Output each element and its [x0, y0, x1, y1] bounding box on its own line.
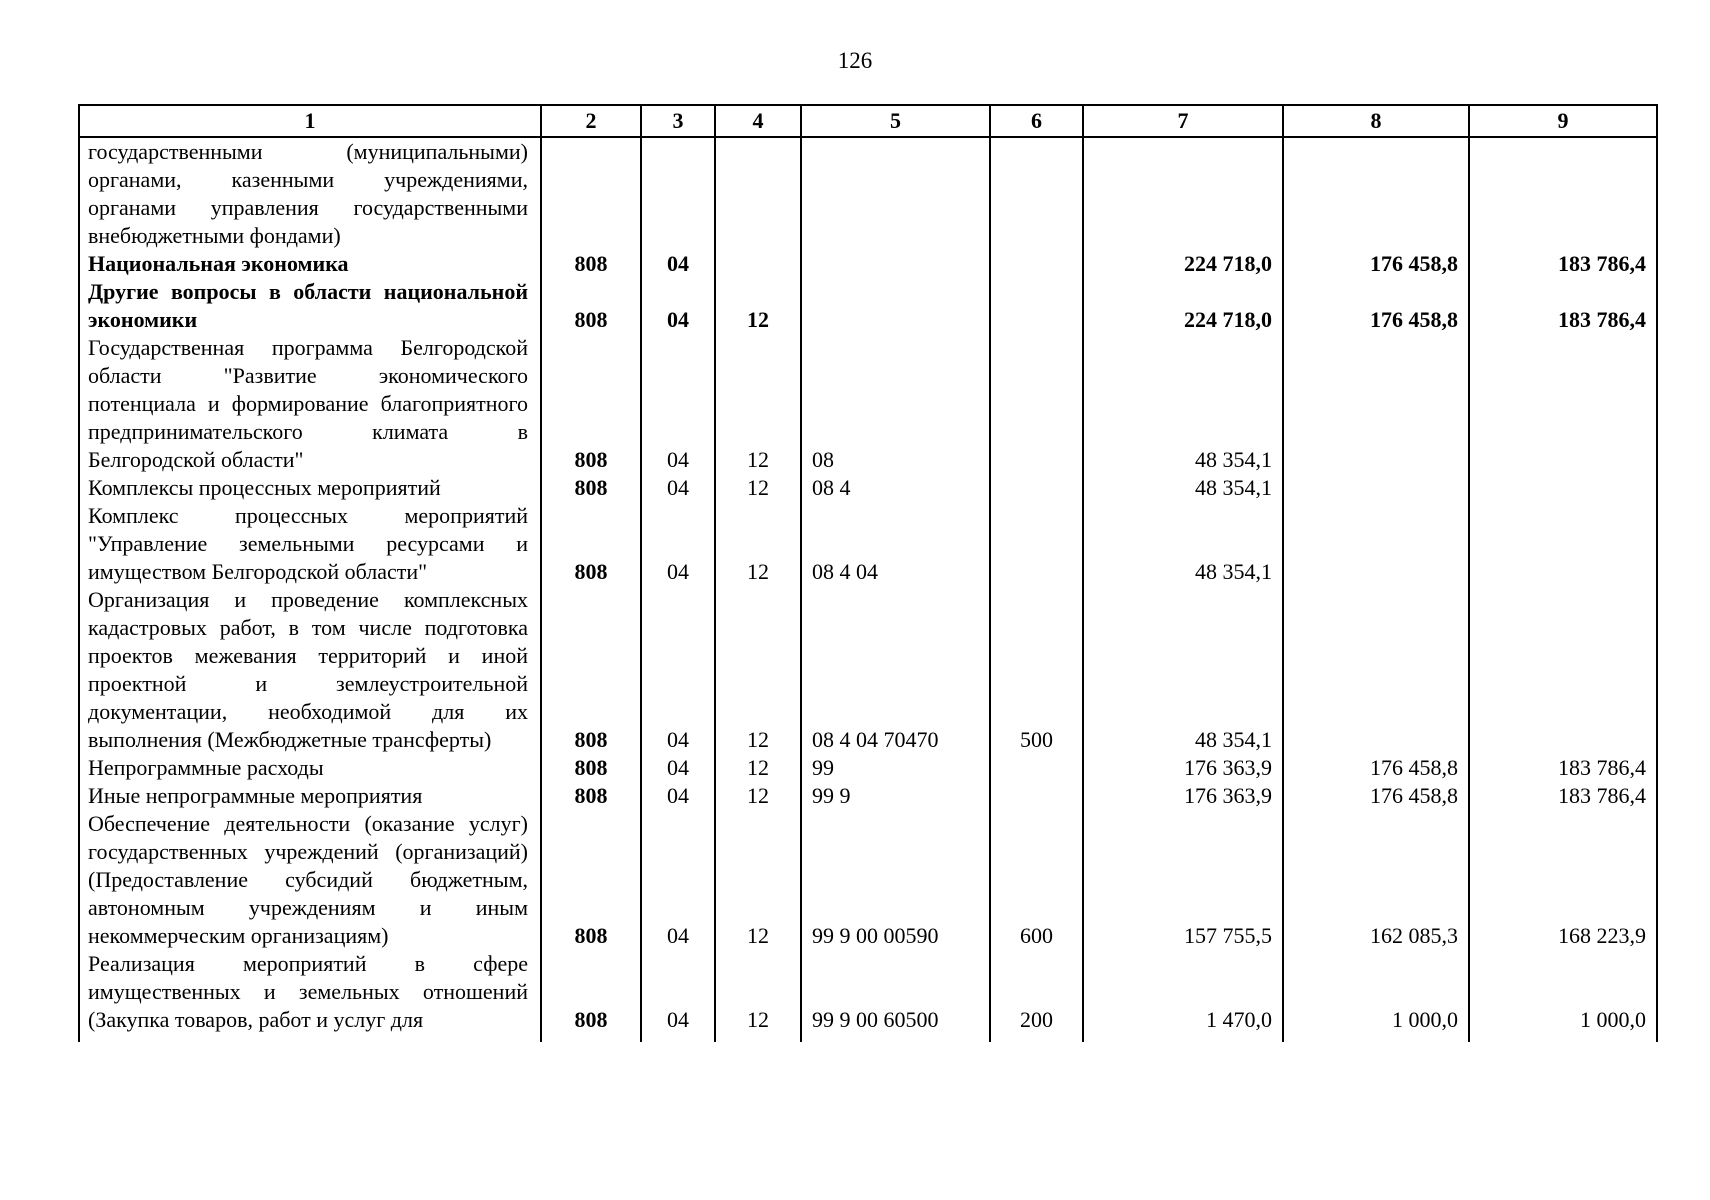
subsection-code-cell: 12 [715, 474, 801, 502]
grbs-code-cell: 808 [541, 334, 641, 474]
target-article-cell: 99 9 [801, 782, 990, 810]
section-code-cell: 04 [641, 502, 715, 586]
subsection-code-cell: 12 [715, 334, 801, 474]
table-continuation-spacer [79, 1034, 1657, 1042]
target-article-cell: 08 [801, 334, 990, 474]
amount-cell: 176 363,9 [1083, 782, 1283, 810]
amount-cell [1469, 586, 1657, 754]
amount-cell: 1 000,0 [1469, 950, 1657, 1034]
section-code-cell [641, 137, 715, 250]
target-article-cell: 08 4 [801, 474, 990, 502]
amount-cell: 157 755,5 [1083, 810, 1283, 950]
row-name-cell: Организация и проведение комплексных кадастровых работ, в том числе подготовка проектов межевания территорий и иной проектной и землеустроительной документации, необходимой для их выполнения (Межбюджетные трансферты) [79, 586, 541, 754]
amount-cell [1083, 137, 1283, 250]
grbs-code-cell: 808 [541, 782, 641, 810]
amount-cell: 48 354,1 [1083, 474, 1283, 502]
amount-cell: 224 718,0 [1083, 250, 1283, 278]
amount-cell [1469, 334, 1657, 474]
column-number-header-row [79, 105, 1657, 137]
spacer-cell [1283, 1034, 1469, 1042]
table-row [79, 754, 1657, 782]
spacer-cell [541, 1034, 641, 1042]
table-row [79, 502, 1657, 586]
subsection-code-cell: 12 [715, 782, 801, 810]
spacer-cell [641, 1034, 715, 1042]
amount-cell: 176 458,8 [1283, 754, 1469, 782]
amount-cell: 1 000,0 [1283, 950, 1469, 1034]
row-name-cell: Национальная экономика [79, 250, 541, 278]
expense-type-cell [990, 474, 1083, 502]
subsection-code-cell: 12 [715, 810, 801, 950]
expense-type-cell [990, 250, 1083, 278]
expense-type-cell: 200 [990, 950, 1083, 1034]
amount-cell: 183 786,4 [1469, 250, 1657, 278]
section-code-cell: 04 [641, 950, 715, 1034]
amount-cell: 176 363,9 [1083, 754, 1283, 782]
expense-type-cell [990, 782, 1083, 810]
section-code-cell: 04 [641, 586, 715, 754]
grbs-code-cell: 808 [541, 586, 641, 754]
table-row [79, 782, 1657, 810]
amount-cell [1283, 586, 1469, 754]
section-code-cell: 04 [641, 782, 715, 810]
grbs-code-cell: 808 [541, 502, 641, 586]
amount-cell: 168 223,9 [1469, 810, 1657, 950]
amount-cell: 176 458,8 [1283, 250, 1469, 278]
column-header: 2 [541, 105, 641, 137]
row-name-cell: государственными (муниципальными) органами, казенными учреждениями, органами управления государственными внебюджетными фондами) [79, 137, 541, 250]
subsection-code-cell [715, 137, 801, 250]
target-article-cell: 08 4 04 70470 [801, 586, 990, 754]
subsection-code-cell: 12 [715, 586, 801, 754]
grbs-code-cell: 808 [541, 754, 641, 782]
table-row [79, 950, 1657, 1034]
row-name-cell: Другие вопросы в области национальной экономики [79, 278, 541, 334]
subsection-code-cell: 12 [715, 278, 801, 334]
row-name-cell: Непрограммные расходы [79, 754, 541, 782]
amount-cell [1283, 502, 1469, 586]
amount-cell: 48 354,1 [1083, 502, 1283, 586]
column-header: 4 [715, 105, 801, 137]
budget-table-container [78, 104, 1658, 1042]
subsection-code-cell [715, 250, 801, 278]
spacer-cell [990, 1034, 1083, 1042]
expense-type-cell: 600 [990, 810, 1083, 950]
expense-type-cell [990, 334, 1083, 474]
section-code-cell: 04 [641, 278, 715, 334]
amount-cell: 48 354,1 [1083, 586, 1283, 754]
spacer-cell [715, 1034, 801, 1042]
subsection-code-cell: 12 [715, 754, 801, 782]
table-row [79, 250, 1657, 278]
column-header: 7 [1083, 105, 1283, 137]
target-article-cell: 99 [801, 754, 990, 782]
expense-type-cell [990, 754, 1083, 782]
amount-cell [1283, 334, 1469, 474]
expense-type-cell [990, 502, 1083, 586]
section-code-cell: 04 [641, 250, 715, 278]
section-code-cell: 04 [641, 334, 715, 474]
expense-type-cell [990, 278, 1083, 334]
row-name-cell: Иные непрограммные мероприятия [79, 782, 541, 810]
column-header: 6 [990, 105, 1083, 137]
amount-cell [1469, 137, 1657, 250]
section-code-cell: 04 [641, 474, 715, 502]
amount-cell [1469, 502, 1657, 586]
grbs-code-cell: 808 [541, 250, 641, 278]
grbs-code-cell: 808 [541, 278, 641, 334]
target-article-cell [801, 137, 990, 250]
amount-cell: 1 470,0 [1083, 950, 1283, 1034]
amount-cell: 183 786,4 [1469, 754, 1657, 782]
amount-cell: 176 458,8 [1283, 278, 1469, 334]
page-number: 126 [837, 48, 873, 73]
amount-cell [1283, 137, 1469, 250]
amount-cell: 183 786,4 [1469, 782, 1657, 810]
amount-cell [1469, 474, 1657, 502]
amount-cell: 176 458,8 [1283, 782, 1469, 810]
grbs-code-cell: 808 [541, 474, 641, 502]
amount-cell: 183 786,4 [1469, 278, 1657, 334]
column-header: 3 [641, 105, 715, 137]
column-header: 1 [79, 105, 541, 137]
row-name-cell: Комплексы процессных мероприятий [79, 474, 541, 502]
section-code-cell: 04 [641, 810, 715, 950]
subsection-code-cell: 12 [715, 950, 801, 1034]
amount-cell: 162 085,3 [1283, 810, 1469, 950]
grbs-code-cell [541, 137, 641, 250]
amount-cell [1283, 474, 1469, 502]
amount-cell: 48 354,1 [1083, 334, 1283, 474]
column-header: 8 [1283, 105, 1469, 137]
table-row [79, 810, 1657, 950]
row-name-cell: Комплекс процессных мероприятий "Управление земельными ресурсами и имуществом Белгородской области" [79, 502, 541, 586]
table-row [79, 334, 1657, 474]
budget-table [78, 104, 1658, 1042]
table-row [79, 474, 1657, 502]
spacer-cell [79, 1034, 541, 1042]
spacer-cell [1469, 1034, 1657, 1042]
table-row [79, 586, 1657, 754]
table-row [79, 137, 1657, 250]
grbs-code-cell: 808 [541, 810, 641, 950]
grbs-code-cell: 808 [541, 950, 641, 1034]
target-article-cell [801, 278, 990, 334]
target-article-cell [801, 250, 990, 278]
target-article-cell: 99 9 00 60500 [801, 950, 990, 1034]
amount-cell: 224 718,0 [1083, 278, 1283, 334]
table-body [79, 137, 1657, 1042]
subsection-code-cell: 12 [715, 502, 801, 586]
target-article-cell: 99 9 00 00590 [801, 810, 990, 950]
target-article-cell: 08 4 04 [801, 502, 990, 586]
row-name-cell: Реализация мероприятий в сфере имущественных и земельных отношений (Закупка товаров, работ и услуг для [79, 950, 541, 1034]
column-header: 9 [1469, 105, 1657, 137]
spacer-cell [1083, 1034, 1283, 1042]
expense-type-cell: 500 [990, 586, 1083, 754]
row-name-cell: Обеспечение деятельности (оказание услуг) государственных учреждений (организаций) (Предоставление субсидий бюджетным, автономным учреждениям и иным некоммерческим организациям) [79, 810, 541, 950]
expense-type-cell [990, 137, 1083, 250]
section-code-cell: 04 [641, 754, 715, 782]
table-row [79, 278, 1657, 334]
row-name-cell: Государственная программа Белгородской области "Развитие экономического потенциала и формирование благоприятного предпринимательского климата в Белгородской области" [79, 334, 541, 474]
column-header: 5 [801, 105, 990, 137]
spacer-cell [801, 1034, 990, 1042]
